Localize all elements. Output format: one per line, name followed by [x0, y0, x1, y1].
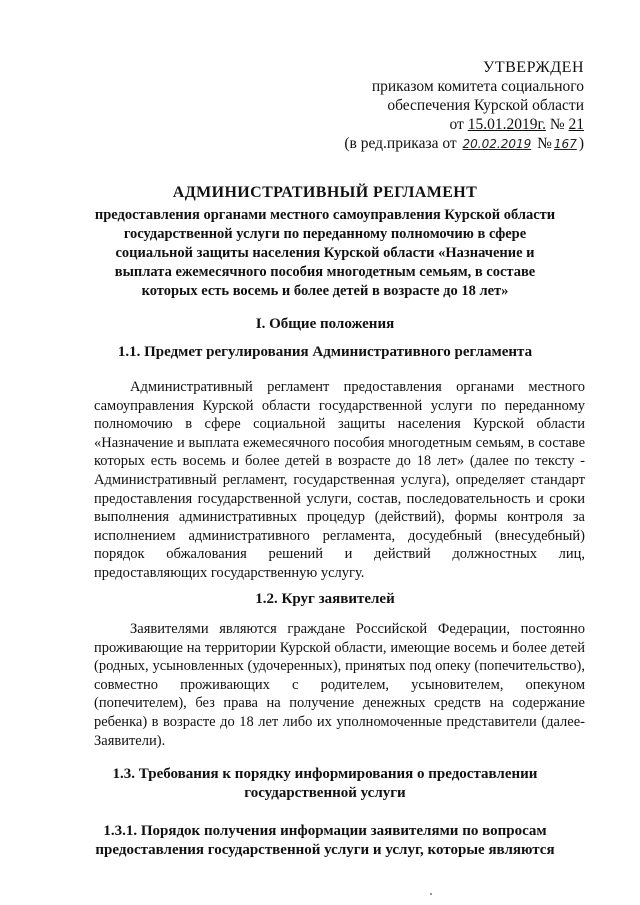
scan-speck — [430, 893, 432, 895]
document-title: АДМИНИСТРАТИВНЫЙ РЕГЛАМЕНТ — [172, 184, 478, 201]
edit-suffix: ) — [578, 135, 584, 152]
section-heading-1-3: 1.3. Требования к порядку информирования о предоставлении государственной услуги — [112, 766, 538, 801]
section-heading-1-3-1: 1.3.1. Порядок получения информации заявителями по вопросам предоставления государственной услуги и услуг, которые являются — [95, 823, 555, 858]
title-block — [90, 183, 560, 301]
approval-line-2: обеспечения Курской области — [387, 97, 584, 114]
order-number: 21 — [568, 116, 584, 133]
order-number-label: № — [549, 116, 565, 133]
approval-stamp: УТВЕРЖДЕН — [483, 59, 584, 76]
order-prefix: от — [449, 116, 464, 133]
paragraph-1-2: Заявителями являются граждане Российской Федерации, постоянно проживающие на территории Курской области, имеющие восемь и более детей (родных, усыновленных (удочеренных), принятых под опеку (попечительство), совместно проживающих с родителем, усыновителем, опекуном (попечителем), без права на получение денежных средств на содержание ребенка) в возрасте до 18 лет либо их уполномоченные представители (далее- Заявители). — [94, 621, 585, 749]
order-date: 15.01.2019г. — [467, 116, 546, 133]
approval-block — [344, 58, 584, 154]
document-subtitle: предоставления органами местного самоуправления Курской области государственной услуги по переданному полномочию в сфере социальной защиты населения Курской области «Назначение и выплата ежемесячного пособия многодетным семьям, в составе которых есть восемь и более детей в возрасте до 18 лет» — [94, 207, 556, 299]
edit-number-handwritten: 167 — [553, 137, 577, 151]
section-heading-1-1: 1.1. Предмет регулирования Административного регламента — [117, 344, 533, 360]
edit-date-handwritten: 20.02.2019 — [462, 137, 532, 151]
approval-edit-line — [344, 134, 584, 154]
approval-line-1: приказом комитета социального — [371, 78, 584, 95]
paragraph-1-1: Административный регламент предоставления органами местного самоуправления Курской области государственной услуги по переданному полномочию в сфере социальной защиты населения Курской области «Назначение и выплата ежемесячного пособия многодетным семьям, в составе которых есть восемь и более детей в возрасте до 18 лет» (далее по тексту - Административный регламент, государственная услуга), определяет стандарт предоставления государственной услуги, состав, последовательность и сроки выполнения административных процедур (действий), формы контроля за исполнением административного регламента, досудебный (внесудебный) порядок обжалования решений и действий должностных лиц, предоставляющих государственную услугу. — [94, 379, 585, 581]
section-heading-1-2: 1.2. Круг заявителей — [255, 591, 395, 607]
section-heading-general: I. Общие положения — [255, 316, 395, 332]
edit-prefix: (в ред.приказа от — [344, 135, 457, 152]
edit-number-label: № — [537, 135, 552, 152]
approval-order-line — [344, 115, 584, 134]
